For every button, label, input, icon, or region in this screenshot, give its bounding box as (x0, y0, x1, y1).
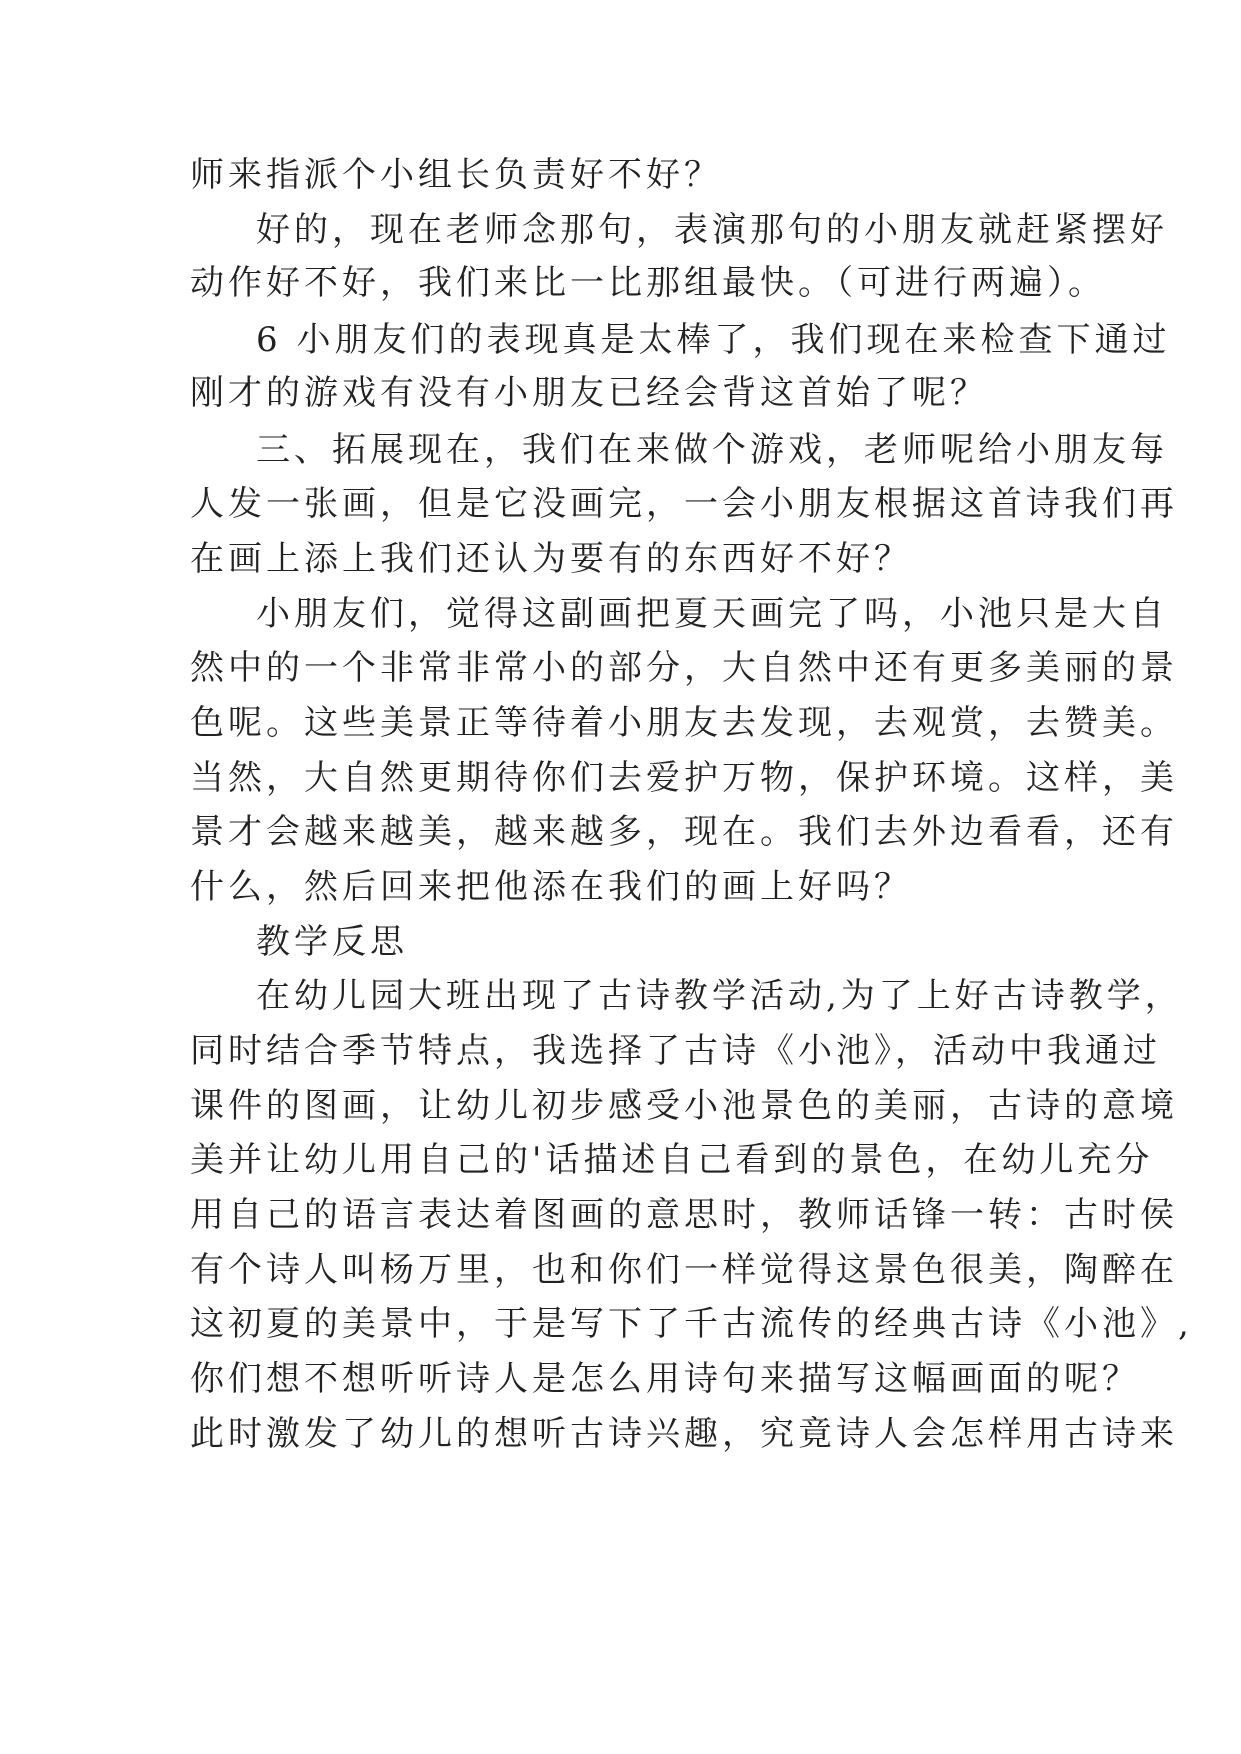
text-line: 人发一张画，但是它没画完，一会小朋友根据这首诗我们再 (190, 484, 1178, 524)
text-line: 在幼儿园大班出现了古诗教学活动,为了上好古诗教学， (256, 976, 1183, 1016)
text-line: 色呢。这些美景正等待着小朋友去发现，去观赏，去赞美。 (190, 703, 1178, 743)
text-line: 景才会越来越美，越来越多，现在。我们去外边看看，还有 (190, 812, 1178, 852)
text-line: 同时结合季节特点，我选择了古诗《小池》，活动中我通过 (190, 1031, 1161, 1071)
text-line: 当然，大自然更期待你们去爱护万物，保护环境。这样，美 (190, 758, 1178, 798)
text-line: 你们想不想听听诗人是怎么用诗句来描写这幅画面的呢？ (190, 1359, 1140, 1399)
section-heading: 教学反思 (256, 922, 408, 962)
text-line: 有个诗人叫杨万里，也和你们一样觉得这景色很美，陶醉在 (190, 1250, 1178, 1290)
text-line: 动作好不好，我们来比一比那组最快。（可进行两遍）。 (190, 263, 1106, 303)
text-line: 好的，现在老师念那句，表演那句的小朋友就赶紧摆好 (256, 210, 1168, 250)
text-line: 师来指派个小组长负责好不好？ (190, 155, 722, 195)
text-line: 用自己的语言表达着图画的意思时，教师话锋一转：古时侯 (190, 1195, 1178, 1235)
text-line: 什么，然后回来把他添在我们的画上好吗？ (190, 867, 912, 907)
text-line: 然中的一个非常非常小的部分，大自然中还有更多美丽的景 (190, 648, 1178, 688)
text-line: 此时激发了幼儿的想听古诗兴趣，究竟诗人会怎样用古诗来 (190, 1414, 1178, 1454)
text-line: 美并让幼儿用自己的'话描述自己看到的景色，在幼儿充分 (190, 1140, 1154, 1180)
text-line: 在画上添上我们还认为要有的东西好不好？ (190, 539, 912, 579)
text-line: 三、拓展现在，我们在来做个游戏，老师呢给小朋友每 (256, 430, 1168, 470)
text-line: 这初夏的美景中，于是写下了千古流传的经典古诗《小池》, (190, 1304, 1193, 1344)
text-line: 课件的图画，让幼儿初步感受小池景色的美丽，古诗的意境 (190, 1086, 1178, 1126)
text-line: 6 小朋友们的表现真是太棒了，我们现在来检查下通过 (256, 320, 1171, 360)
text-line: 刚才的游戏有没有小朋友已经会背这首始了呢？ (190, 373, 988, 413)
text-line: 小朋友们，觉得这副画把夏天画完了吗，小池只是大自 (256, 594, 1168, 634)
